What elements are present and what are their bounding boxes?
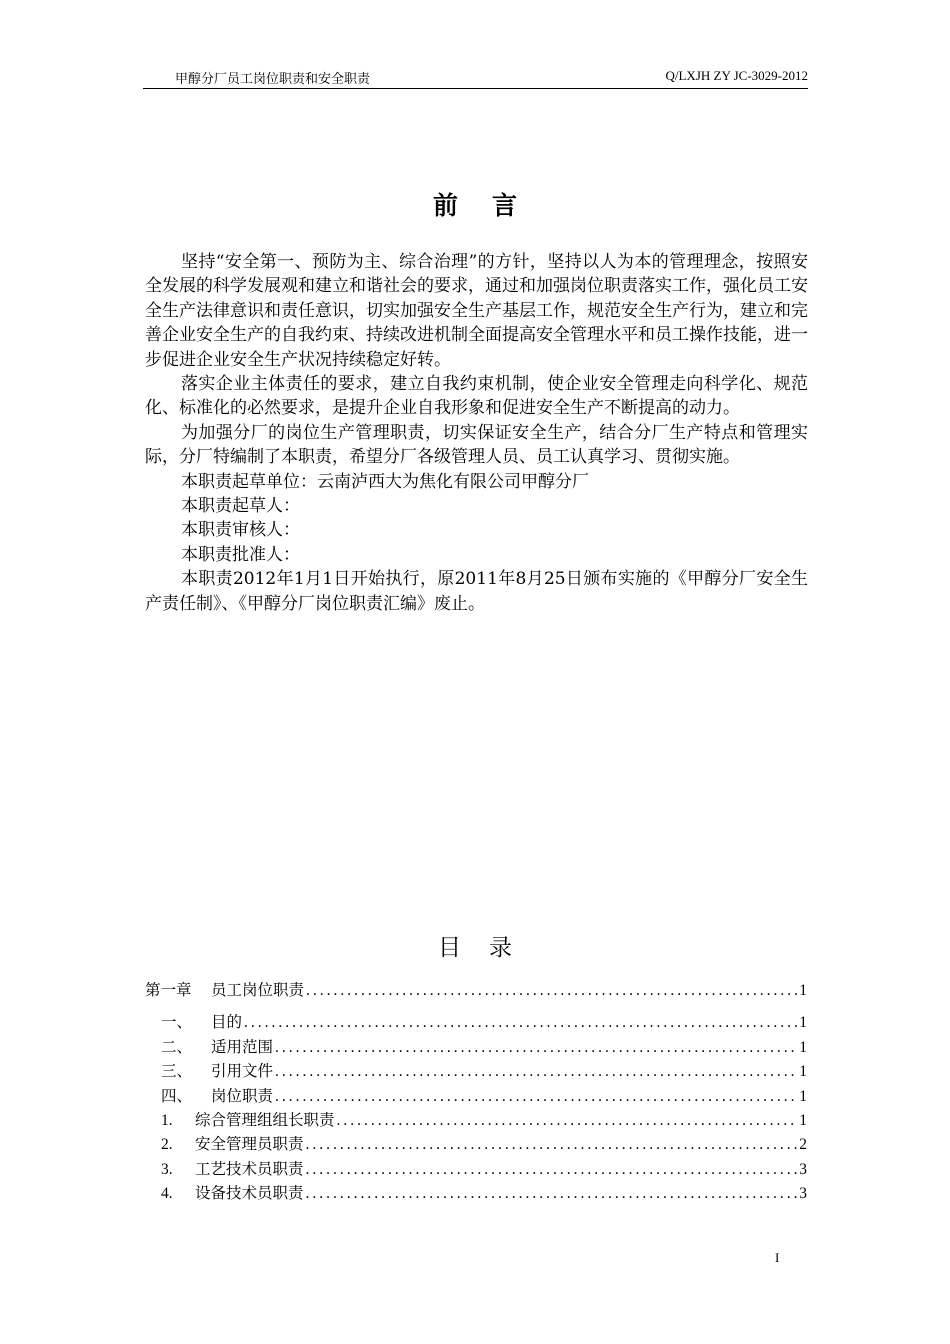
- toc-entry-safety-officer[interactable]: [145, 1132, 807, 1156]
- header-document-title: 甲醇分厂员工岗位职责和安全职责: [175, 72, 371, 87]
- toc-entry-label: 工艺技术员职责: [195, 1159, 304, 1178]
- toc-dot-leader: [337, 1109, 798, 1133]
- table-of-contents: [145, 978, 807, 1206]
- toc-entry-scope[interactable]: [145, 1035, 807, 1059]
- toc-dot-leader: [306, 979, 797, 1003]
- toc-entry-page: 1: [799, 982, 807, 999]
- reviewer: 本职责审核人：: [181, 520, 300, 541]
- toc-entry-number: 3.: [161, 1160, 173, 1178]
- toc-entry-label: 综合管理组组长职责: [195, 1110, 335, 1129]
- preface-paragraph: 坚持“安全第一、预防为主、综合治理”的方针，坚持以人为本的管理理念，按照安全发展的科学发展观和建立和谐社会的要求，通过和加强岗位职责落实工作，强化员工安全生产法律意识和责任意识，切实加强安全生产基层工作，规范安全生产行为，建立和完善企业安全生产的自我约束、持续改进机制全面提高安全管理水平和员工操作技能，进一步促进企业安全生产状况持续稳定好转。: [145, 252, 808, 370]
- toc-title: 目录: [438, 935, 540, 961]
- toc-entry-chapter-1[interactable]: [145, 978, 807, 1002]
- toc-entry-references[interactable]: [145, 1059, 807, 1083]
- toc-entry-page: 1: [799, 1063, 807, 1081]
- toc-entry-number: 2.: [161, 1136, 173, 1154]
- preface-paragraph: 为加强分厂的岗位生产管理职责，切实保证安全生产，结合分厂生产特点和管理实际，分厂特编制了本职责，希望分厂各级管理人员、员工认真学习、贯彻实施。: [145, 422, 808, 468]
- toc-entry-number: 一、: [161, 1013, 193, 1032]
- toc-entry-purpose[interactable]: [145, 1010, 807, 1034]
- drafter: 本职责起草人：: [181, 496, 300, 517]
- toc-entry-page: 1: [799, 1111, 807, 1129]
- toc-dot-leader: [306, 1133, 798, 1157]
- toc-entry-page: 1: [799, 1038, 807, 1056]
- preface-body: [145, 250, 808, 616]
- toc-entry-number: 四、: [161, 1086, 193, 1105]
- approver: 本职责批准人：: [181, 544, 300, 565]
- toc-entry-number: 1.: [161, 1111, 173, 1129]
- preface-title: 前言: [432, 191, 551, 220]
- toc-entry-label: 适用范围: [211, 1037, 274, 1056]
- page-number: I: [775, 1250, 780, 1265]
- toc-entry-page: 1: [799, 1087, 807, 1105]
- toc-entry-process-technician[interactable]: [145, 1157, 807, 1181]
- toc-dot-leader: [275, 1060, 797, 1084]
- toc-entry-number: 二、: [161, 1037, 193, 1056]
- toc-entry-label: 安全管理员职责: [195, 1135, 304, 1154]
- toc-dot-leader: [275, 1085, 797, 1109]
- toc-entry-duties[interactable]: [145, 1084, 807, 1108]
- toc-entry-page: 1: [799, 1014, 807, 1032]
- toc-entry-page: 3: [799, 1185, 807, 1203]
- toc-dot-leader: [275, 1036, 797, 1060]
- toc-dot-leader: [244, 1011, 797, 1035]
- toc-entry-number: 三、: [161, 1062, 193, 1081]
- toc-entry-number: 4.: [161, 1185, 173, 1203]
- toc-dot-leader: [306, 1158, 798, 1182]
- toc-entry-page: 3: [799, 1160, 807, 1178]
- toc-entry-label: 目的: [211, 1013, 243, 1032]
- effective-date-paragraph: 本职责2012年1月1日开始执行，原2011年8月25日颁布实施的《甲醇分厂安全生产责任制》、《甲醇分厂岗位职责汇编》废止。: [145, 569, 808, 614]
- preface-paragraph: 落实企业主体责任的要求，建立自我约束机制，使企业安全管理走向科学化、规范化、标准化的必然要求，是提升企业自我形象和促进安全生产不断提高的动力。: [145, 374, 808, 419]
- toc-dot-leader: [306, 1182, 798, 1206]
- toc-entry-label: 岗位职责: [211, 1086, 274, 1105]
- toc-entry-team-leader[interactable]: [145, 1108, 807, 1132]
- toc-entry-number: 第一章: [145, 981, 192, 999]
- toc-entry-label: 设备技术员职责: [195, 1184, 304, 1203]
- toc-entry-equipment-technician[interactable]: [145, 1181, 807, 1205]
- drafting-unit: 本职责起草单位：云南泸西大为焦化有限公司甲醇分厂: [181, 471, 589, 492]
- header-document-code: Q/LXJH ZY JC-3029-2012: [665, 68, 808, 83]
- header-divider: [143, 88, 808, 89]
- toc-entry-label: 员工岗位职责: [211, 981, 305, 999]
- toc-entry-label: 引用文件: [211, 1062, 274, 1081]
- toc-entry-page: 2: [799, 1136, 807, 1154]
